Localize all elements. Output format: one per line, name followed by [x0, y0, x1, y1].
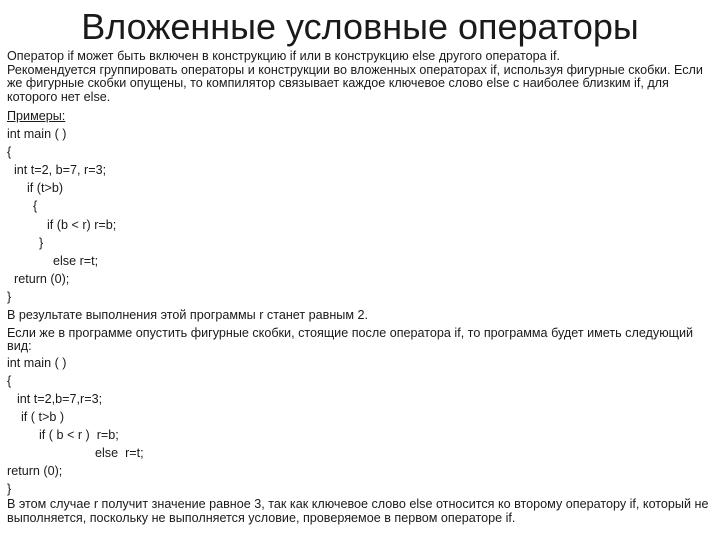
code-line: { [7, 374, 12, 388]
examples-label: Примеры: [7, 109, 66, 124]
code-line: int main ( ) [7, 126, 67, 141]
result-paragraph-1: В результате выполнения этой программы r станет равным 2. [7, 307, 368, 322]
code-line: } [7, 482, 12, 496]
intro-paragraph-1: Оператор if может быть включен в конструкцию if или в конструкцию else другого оператора if. [7, 49, 560, 63]
code-line: int t=2, b=7, r=3; [14, 162, 107, 177]
slide-title: Вложенные условные операторы [81, 6, 639, 47]
code-line: if (t>b) [27, 181, 64, 196]
slide-body [7, 50, 713, 525]
code-block-2 [7, 354, 713, 498]
code-line: if (b < r) r=b; [47, 217, 117, 232]
code-line: { [7, 144, 12, 159]
code-line: int t=2,b=7,r=3; [17, 392, 103, 406]
code-line: return (0); [7, 464, 63, 478]
code-line: } [39, 235, 44, 250]
result-paragraph-2: В этом случае r получит значение равное 3, так как ключевое слово else относится ко второму оператору if, который не выполняется, поскольку не выполняется условие, проверяемое в первом операторе if. [7, 497, 709, 525]
middle-paragraph: Если же в программе опустить фигурные скобки, стоящие после оператора if, то программа будет иметь следующий вид: [7, 325, 694, 354]
code-line: int main ( ) [7, 356, 67, 370]
code-line: if ( t>b ) [21, 410, 65, 424]
code-block-1 [7, 125, 713, 307]
code-line: return (0); [14, 272, 70, 287]
code-line: { [33, 199, 38, 214]
intro-paragraph-2: Рекомендуется группировать операторы и конструкции во вложенных операторах if, используя фигурные скобки. Если же фигурные скобки опущены, то компилятор связывает каждое ключевое слово else с наиболее близким if, для которого нет else. [7, 62, 703, 104]
code-line: else r=t; [95, 446, 144, 460]
code-line: } [7, 290, 12, 305]
code-line: if ( b < r ) r=b; [39, 428, 119, 442]
code-line: else r=t; [53, 254, 99, 268]
